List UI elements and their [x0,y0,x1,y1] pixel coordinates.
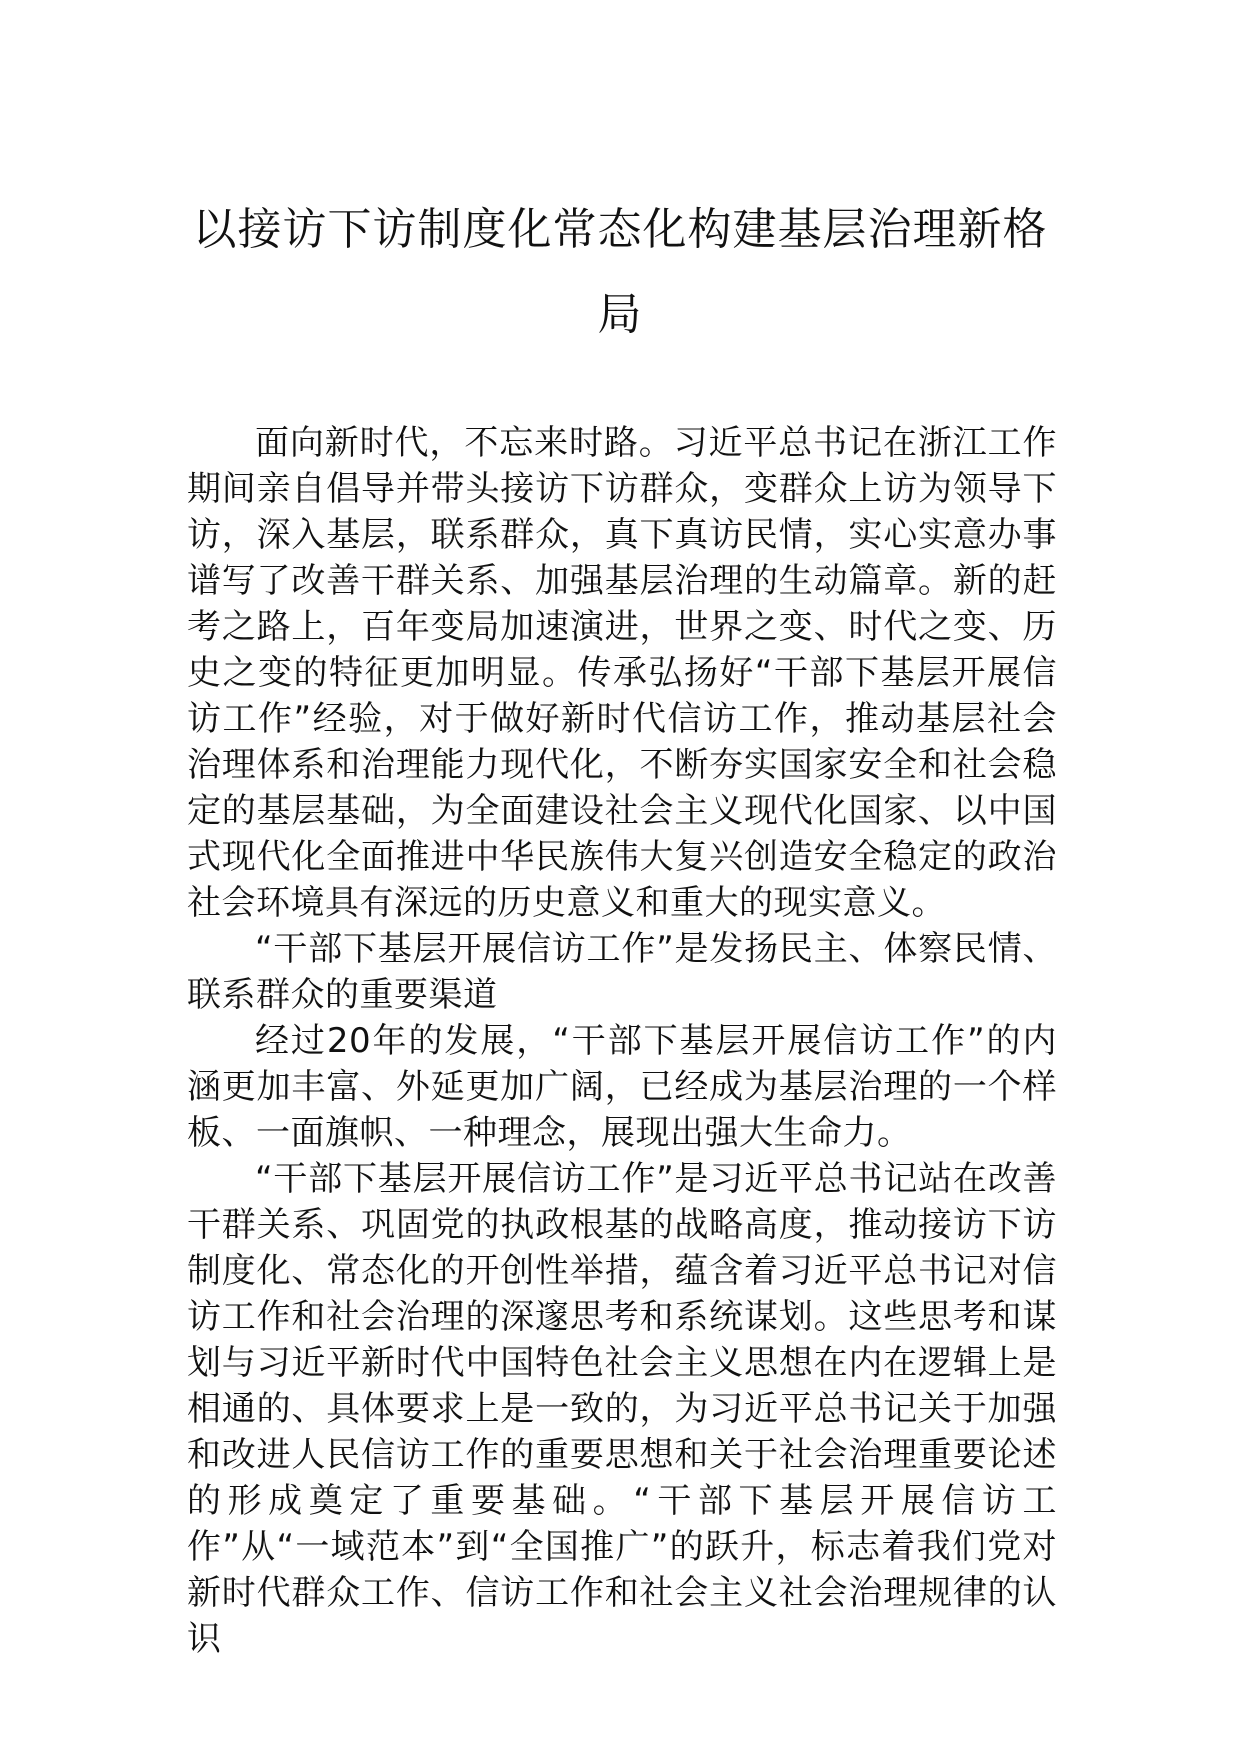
paragraph-significance: “干部下基层开展信访工作”是习近平总书记站在改善干群关系、巩固党的执政根基的战略高度，推动接访下访制度化、常态化的开创性举措，蕴含着习近平总书记对信访工作和社会治理的深邃思考和系统谋划。这些思考和谋划与习近平新时代中国特色社会主义思想在内在逻辑上是相通的、具体要求上是一致的，为习近平总书记关于加强和改进人民信访工作的重要思想和关于社会治理重要论述的形成奠定了重要基础。“干部下基层开展信访工作”从“一域范本”到“全国推广”的跃升，标志着我们党对新时代群众工作、信访工作和社会主义社会治理规律的认识 [187,1159,1057,1659]
section-heading: “干部下基层开展信访工作”是发扬民主、体察民情、联系群众的重要渠道 [187,929,1057,1015]
document-title: 以接访下访制度化常态化构建基层治理新格局 [192,204,1048,340]
document-body [187,420,1057,1662]
paragraph-intro: 面向新时代，不忘来时路。习近平总书记在浙江工作期间亲自倡导并带头接访下访群众，变群众上访为领导下访，深入基层，联系群众，真下真访民情，实心实意办事谱写了改善干群关系、加强基层治理的生动篇章。新的赶考之路上，百年变局加速演进，世界之变、时代之变、历史之变的特征更加明显。传承弘扬好“干部下基层开展信访工作”经验，对于做好新时代信访工作，推动基层社会治理体系和治理能力现代化，不断夯实国家安全和社会稳定的基层基础，为全面建设社会主义现代化国家、以中国式现代化全面推进中华民族伟大复兴创造安全稳定的政治社会环境具有深远的历史意义和重大的现实意义。 [187,423,1057,923]
paragraph-development: 经过20年的发展，“干部下基层开展信访工作”的内涵更加丰富、外延更加广阔，已经成为基层治理的一个样板、一面旗帜、一种理念，展现出强大生命力。 [187,1021,1057,1153]
